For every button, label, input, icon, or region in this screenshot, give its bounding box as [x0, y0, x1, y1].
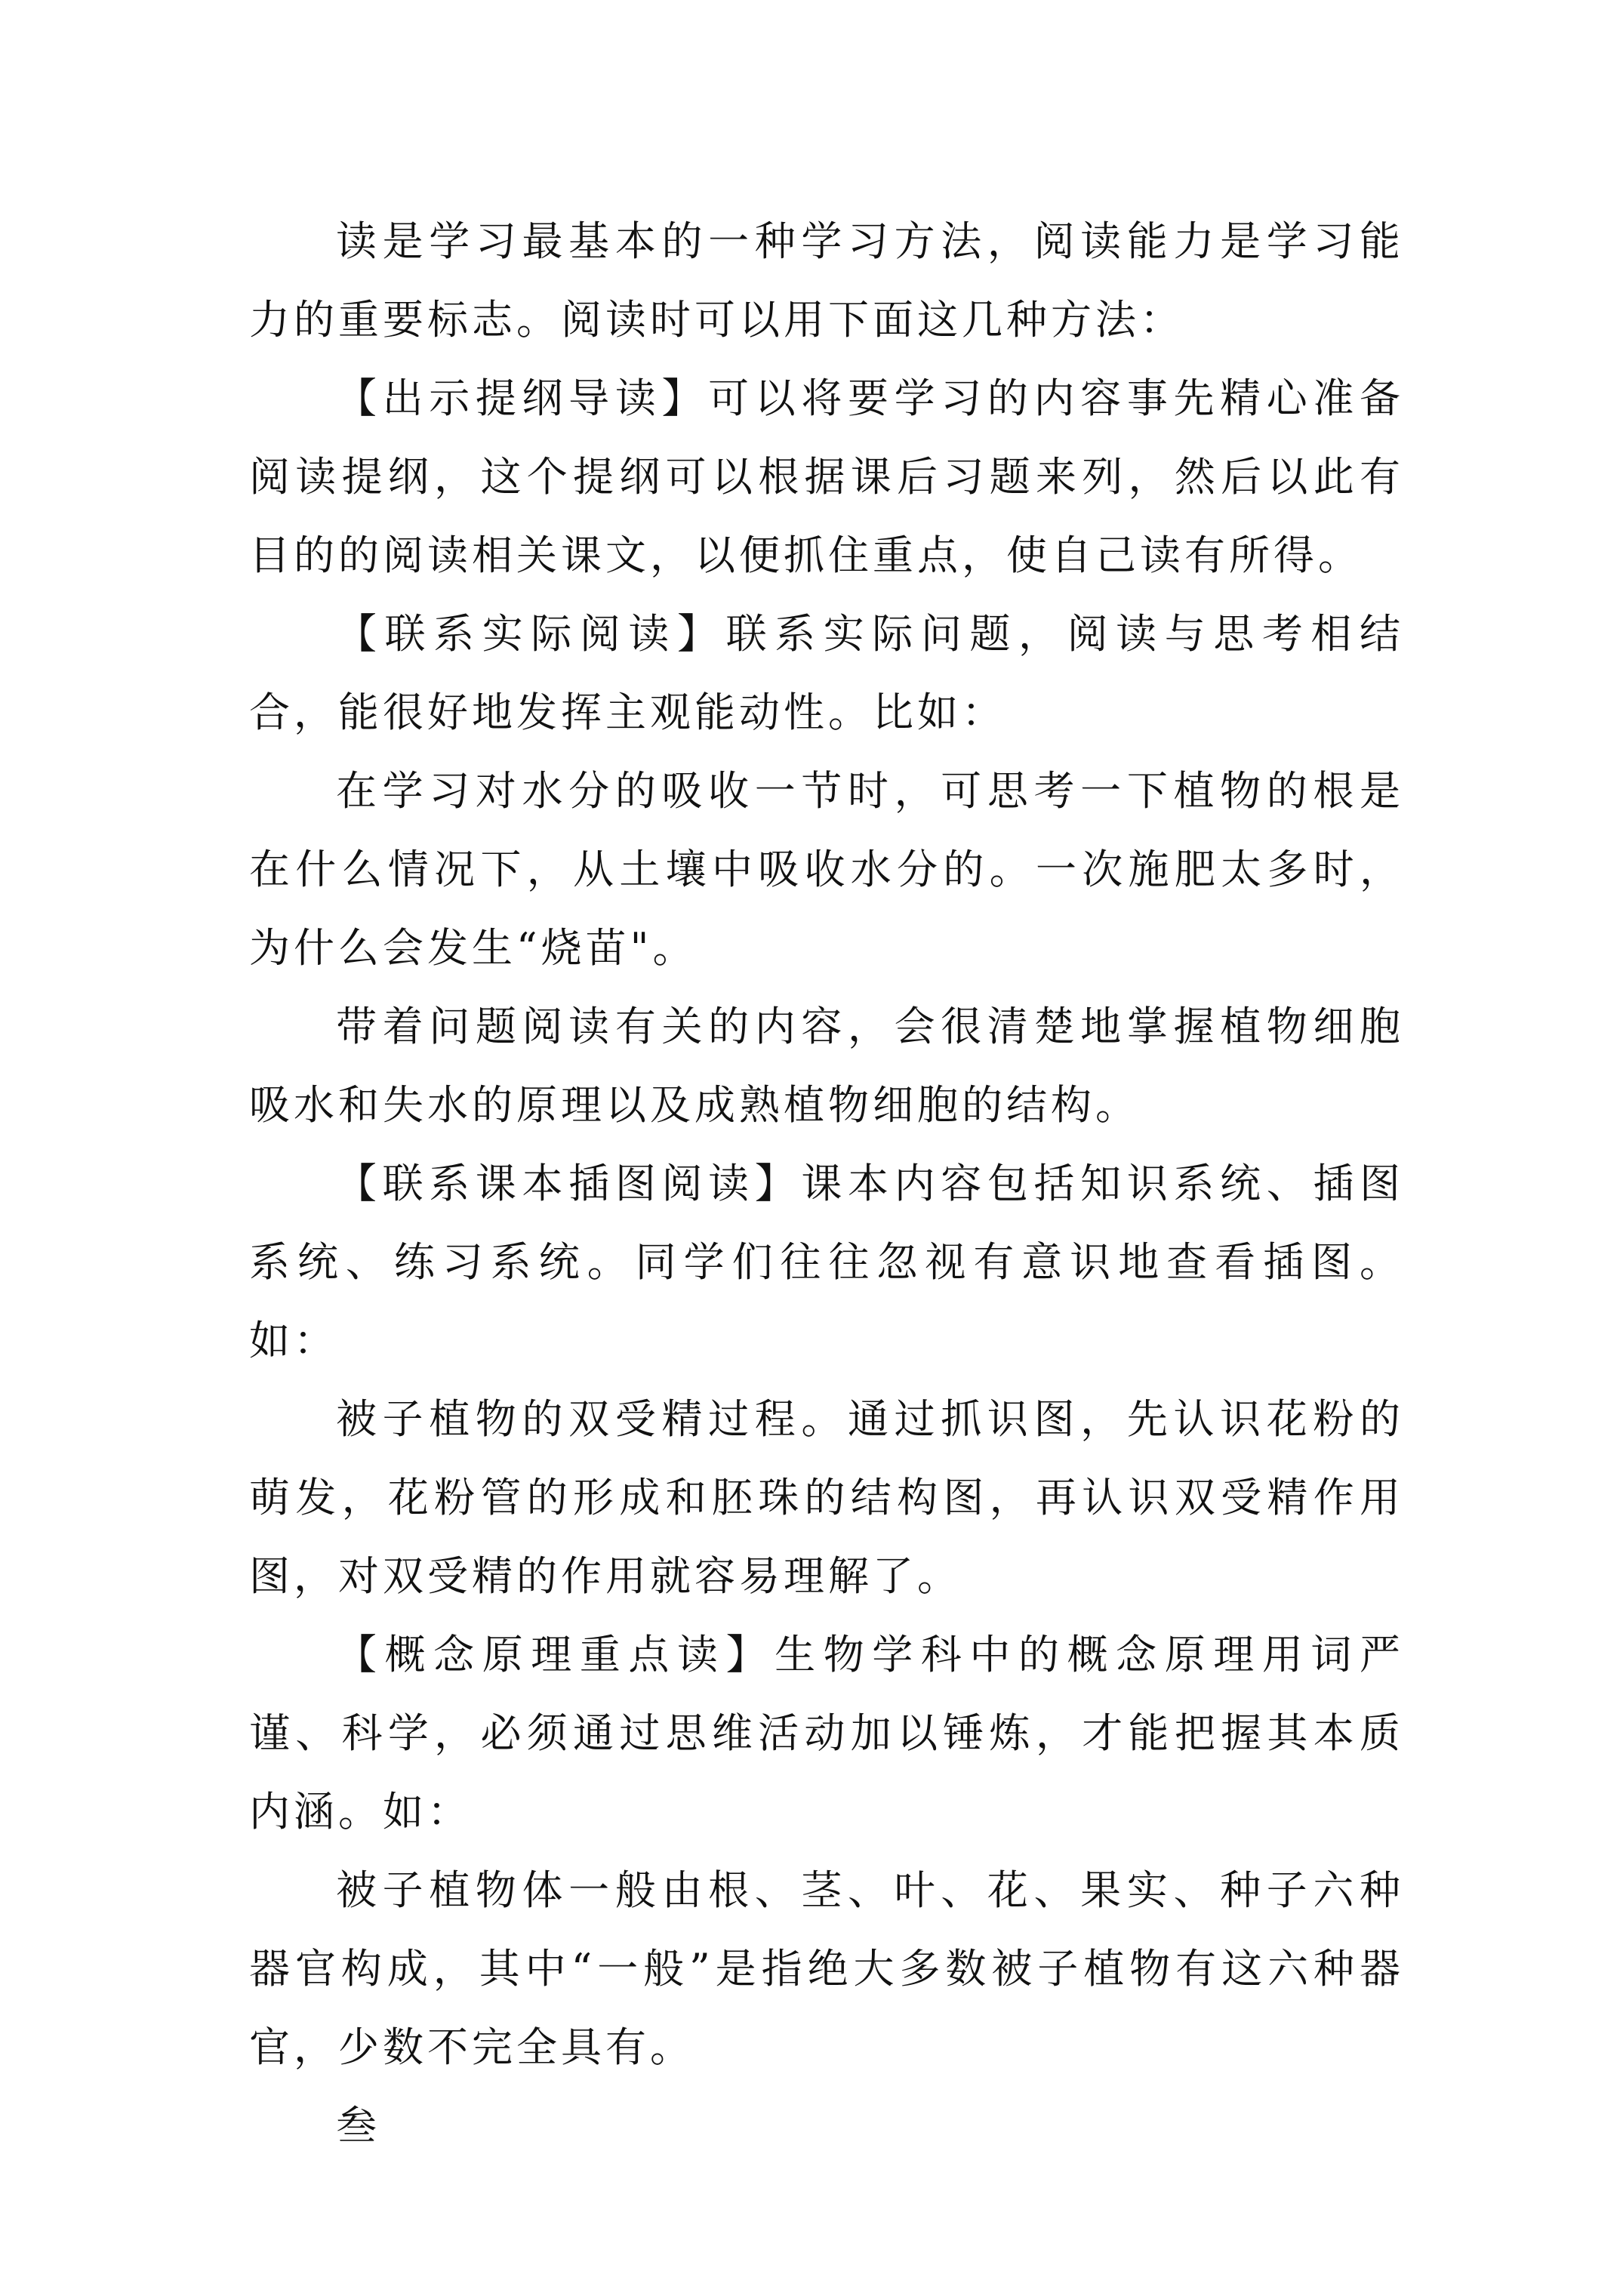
- paragraph-double-fertilization-example: 被子植物的双受精过程。通过抓识图，先认识花粉的萌发，花粉管的形成和胚珠的结构图，再认识双受精作用图，对双受精的作用就容易理解了。: [249, 1395, 1404, 1600]
- paragraph-reading-intro: 读是学习最基本的一种学习方法，阅读能力是学习能力的重要标志。阅读时可以用下面这几种方法：: [249, 217, 1404, 344]
- paragraph-outline-reading: 【出示提纲导读】可以将要学习的内容事先精心准备阅读提纲，这个提纲可以根据课后习题来列，然后以此有目的的阅读相关课文，以便抓住重点，使自己读有所得。: [249, 374, 1404, 579]
- paragraph-illustration-reading: 【联系课本插图阅读】课本内容包括知识系统、插图系统、练习系统。同学们往往忽视有意识地查看插图。如：: [249, 1160, 1404, 1364]
- paragraph-practical-reading: 【联系实际阅读】联系实际问题，阅读与思考相结合，能很好地发挥主观能动性。比如：: [249, 610, 1404, 736]
- document-body: [249, 202, 1404, 2165]
- paragraph-concept-reading: 【概念原理重点读】生物学科中的概念原理用词严谨、科学，必须通过思维活动加以锤炼，才能把握其本质内涵。如：: [249, 1631, 1404, 1835]
- paragraph-cell-water-principle: 带着问题阅读有关的内容，会很清楚地掌握植物细胞吸水和失水的原理以及成熟植物细胞的结构。: [249, 1003, 1404, 1129]
- paragraph-section-marker: 叁: [336, 2102, 380, 2150]
- paragraph-plant-organs-example: 被子植物体一般由根、茎、叶、花、果实、种子六种器官构成，其中“一般”是指绝大多数被子植物有这六种器官，少数不完全具有。: [249, 1866, 1404, 2071]
- paragraph-water-absorption-example: 在学习对水分的吸收一节时，可思考一下植物的根是在什么情况下，从土壤中吸收水分的。一次施肥太多时，为什么会发生“烧苗"。: [249, 767, 1404, 972]
